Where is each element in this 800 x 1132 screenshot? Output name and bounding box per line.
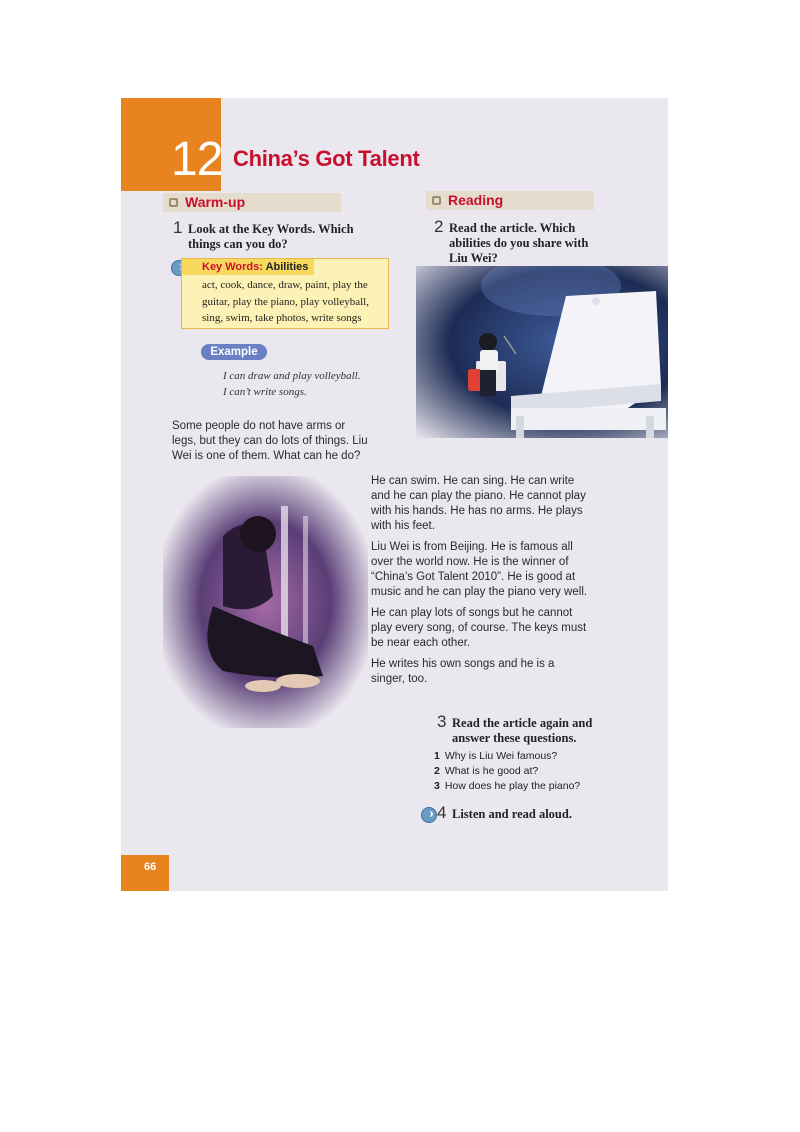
sitting-figure-illustration (163, 476, 368, 728)
keywords-heading-prefix: Key Words: (202, 261, 266, 273)
article-paragraph (371, 657, 631, 687)
article-paragraph (371, 474, 631, 534)
activity-4 (437, 803, 572, 822)
activity-3-number: 3 (437, 712, 447, 731)
unit-number: 12 (171, 133, 223, 186)
activity-1-number: 1 (173, 218, 183, 237)
question-item (434, 749, 580, 764)
article-line: with his feet. (371, 520, 435, 532)
example-badge (201, 344, 267, 360)
keywords-line: act, cook, dance, draw, paint, play the (202, 279, 368, 291)
audio-cd-icon[interactable] (421, 807, 437, 823)
page-number: 66 (144, 861, 157, 873)
activity-1-line: Look at the Key Words. Which (188, 222, 354, 236)
section-bullet-icon (169, 198, 178, 207)
article-line: singer, too. (371, 673, 428, 685)
article-line: He writes his own songs and he is a (371, 658, 555, 670)
article-body (371, 474, 631, 693)
warmup-section-header (163, 193, 341, 212)
article-paragraph (371, 606, 631, 651)
section-bullet-icon (432, 196, 441, 205)
warmup-section-label: Warm-up (185, 194, 246, 210)
question-item (434, 764, 580, 779)
piano-performance-photo (416, 266, 668, 438)
activity-3-line: Read the article again and (452, 716, 593, 730)
activity-2-line: abilities do you share with (449, 236, 589, 250)
example-line: I can draw and play volleyball. (223, 370, 361, 382)
textbook-page (121, 98, 668, 891)
article-line: Liu Wei is from Beijing. He is famous all (371, 541, 573, 553)
activity-3-line: answer these questions. (452, 731, 577, 745)
article-line: He can play lots of songs but he cannot (371, 607, 573, 619)
article-line: play every song, of course. The keys must (371, 622, 587, 634)
article-paragraph (371, 540, 631, 600)
unit-title: China’s Got Talent (233, 146, 420, 171)
question-number: 2 (434, 765, 440, 777)
example-badge-label: Example (210, 346, 258, 358)
activity-2-line: Liu Wei? (449, 251, 498, 265)
article-intro (172, 419, 422, 464)
article-line: He can swim. He can sing. He can write (371, 475, 575, 487)
question-item (434, 779, 580, 794)
article-intro-line: Wei is one of them. What can he do? (172, 450, 361, 462)
piano-illustration (416, 266, 668, 438)
keywords-line: sing, swim, take photos, write songs (202, 312, 362, 324)
article-line: “China’s Got Talent 2010”. He is good at (371, 571, 576, 583)
activity-2-line: Read the article. Which (449, 221, 576, 235)
activity-1-line: things can you do? (188, 237, 288, 251)
question-number: 3 (434, 780, 440, 792)
article-line: music and he can play the piano very well. (371, 586, 588, 598)
keywords-line: guitar, play the piano, play volleyball, (202, 295, 369, 308)
example-line: I can’t write songs. (223, 386, 307, 398)
activity-1 (173, 218, 354, 252)
activity-4-number: 4 (437, 803, 447, 822)
article-line: and he can play the piano. He cannot play (371, 490, 586, 502)
activity-2 (434, 217, 589, 266)
question-text: Why is Liu Wei famous? (444, 750, 558, 762)
keywords-heading (182, 259, 314, 275)
keywords-list (202, 277, 388, 327)
activity-4-text: Listen and read aloud. (452, 807, 572, 821)
example-sentences (223, 368, 360, 400)
article-line: over the world now. He is the winner of (371, 556, 569, 568)
activity-3 (437, 712, 593, 746)
question-number: 1 (434, 750, 440, 762)
keywords-box (181, 258, 389, 329)
question-text: How does he play the piano? (444, 780, 581, 792)
article-line: be near each other. (371, 637, 471, 649)
activity-3-questions (434, 749, 580, 794)
article-line: with his hands. He has no arms. He plays (371, 505, 583, 517)
keywords-heading-topic: Abilities (265, 261, 309, 273)
liu-wei-sitting-photo (163, 476, 368, 728)
reading-section-label: Reading (448, 192, 504, 208)
activity-2-number: 2 (434, 217, 444, 236)
reading-section-header (426, 191, 594, 210)
question-text: What is he good at? (444, 765, 539, 777)
article-intro-line: Some people do not have arms or (172, 420, 346, 432)
article-intro-line: legs, but they can do lots of things. Liu (172, 435, 368, 447)
page-number-tab (121, 855, 169, 891)
